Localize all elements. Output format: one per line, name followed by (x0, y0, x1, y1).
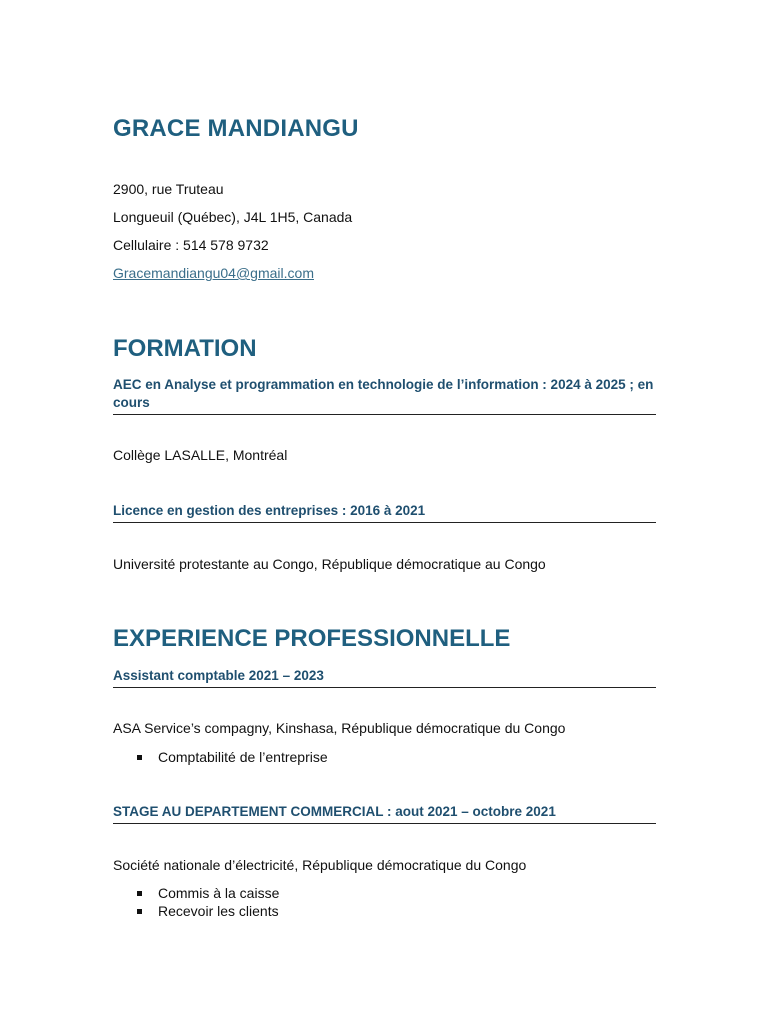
formation-heading-aec: AEC en Analyse et programmation en technologie de l’information : 2024 à 2025 ; en cours (113, 376, 656, 415)
address-line-1: 2900, rue Truteau (113, 181, 224, 197)
section-title-experience: EXPERIENCE PROFESSIONNELLE (113, 625, 511, 652)
experience-heading-stage: STAGE AU DEPARTEMENT COMMERCIAL : aout 2021 – octobre 2021 (113, 803, 656, 824)
square-bullet-icon (137, 909, 142, 914)
task-text: Commis à la caisse (158, 885, 280, 901)
address-line-2: Longueuil (Québec), J4L 1H5, Canada (113, 209, 353, 225)
square-bullet-icon (137, 755, 142, 760)
task-text: Comptabilité de l’entreprise (158, 749, 328, 765)
list-item (113, 748, 328, 766)
formation-heading-licence: Licence en gestion des entreprises : 2016 à 2021 (113, 502, 656, 523)
section-title-formation: FORMATION (113, 335, 257, 362)
list-item (113, 902, 279, 920)
experience-tasks-stage (113, 884, 279, 920)
formation-institution-upc: Université protestante au Congo, République démocratique au Congo (113, 556, 546, 572)
phone-number: Cellulaire : 514 578 9732 (113, 237, 269, 253)
experience-employer-asa: ASA Service’s compagny, Kinshasa, République démocratique du Congo (113, 720, 566, 736)
candidate-name: GRACE MANDIANGU (113, 115, 359, 142)
formation-institution-lasalle: Collège LASALLE, Montréal (113, 447, 288, 463)
square-bullet-icon (137, 891, 142, 896)
list-item (113, 884, 279, 902)
task-text: Recevoir les clients (158, 903, 279, 919)
email-link[interactable]: Gracemandiangu04@gmail.com (113, 265, 314, 281)
experience-employer-snel: Société nationale d’électricité, République démocratique du Congo (113, 857, 527, 873)
experience-tasks-assistant (113, 748, 328, 766)
experience-heading-assistant: Assistant comptable 2021 – 2023 (113, 667, 656, 688)
